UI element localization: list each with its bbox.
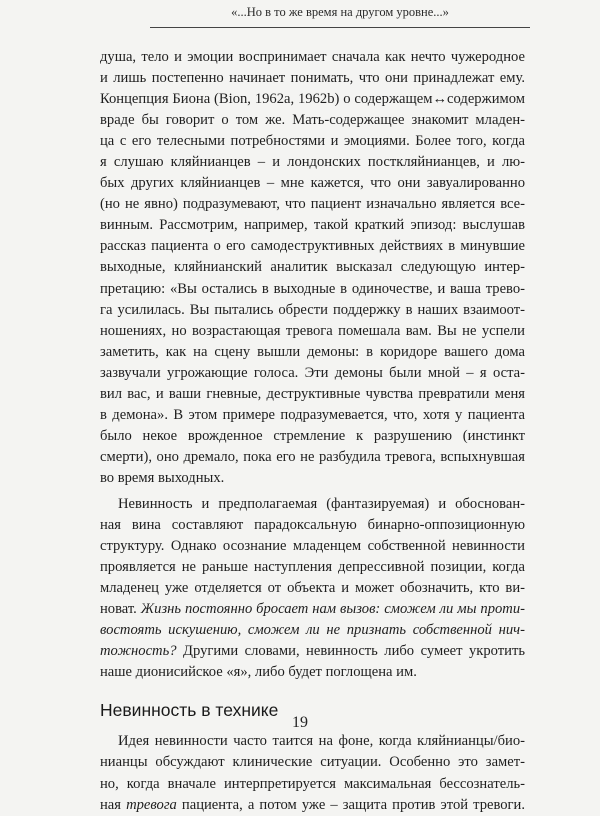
text-line: младенец уже отделяется от объекта и может обозначить, кто ви- bbox=[100, 580, 525, 597]
text-line: винным. Рассмотрим, например, такой краткий эпизод: выслушав bbox=[100, 217, 525, 234]
text-line: ношениях, но возрастающая тревога помешала вам. Вы не успели bbox=[100, 322, 525, 339]
italic-text: Жизнь постоянно бросает нам вызов: сможем ли мы проти- bbox=[140, 601, 525, 618]
text-line: заметить, как на сцену вышли демоны: в коридоре вашего дома bbox=[100, 343, 525, 360]
text-line: нианцы обсуждают клинические ситуации. Особенно это замет- bbox=[100, 754, 525, 771]
text-line: но, когда вначале интерпретируется максимальная бессознатель- bbox=[100, 775, 525, 792]
text-line: и лишь постепенно начинает понимать, что они принадлежат ему. bbox=[100, 70, 525, 87]
text-line: проявляется не раньше наступления депрессивной позиции, когда bbox=[100, 559, 525, 576]
text-line: выходные, кляйнианский аналитик высказал следующую интер- bbox=[100, 259, 525, 276]
paragraph-2 bbox=[100, 494, 525, 683]
text-line: бых других кляйнианцев – мне кажется, что они завуалированно bbox=[100, 175, 525, 192]
text-line: во время выходных. bbox=[100, 469, 225, 486]
running-header: «...Но в то же время на другом уровне...» bbox=[231, 5, 449, 19]
body-text bbox=[100, 47, 525, 816]
text-line: ная вина составляют парадоксальную бинарно-оппозиционную bbox=[100, 517, 525, 534]
text-line: в демона». В этом примере подразумевается, что, хотя у пациента bbox=[100, 406, 525, 423]
section-heading: Невинность в технике bbox=[100, 700, 279, 721]
text-line: ца с его телесными потребностями и эмоциями. Более того, когда bbox=[100, 133, 525, 150]
text-line: Идея невинности часто таится на фоне, когда кляйнианцы/био- bbox=[118, 733, 525, 750]
text-line: (но не явно) подразумевают, что пациент изначально является все- bbox=[100, 196, 525, 213]
text-line: структуру. Однако осознание младенцем собственной невинности bbox=[100, 538, 525, 555]
header-rule bbox=[150, 27, 530, 28]
text-line: рассказ пациента о его самодеструктивных действиях в минувшие bbox=[100, 238, 525, 255]
text-line: вил вас, и ваши гневные, деструктивные чувства превратили меня bbox=[100, 385, 525, 402]
text-run: ная bbox=[100, 796, 127, 813]
text-line: Невинность и предполагаемая (фантазируемая) и обоснован- bbox=[118, 495, 525, 512]
text-run: пациента, а потом уже – защита против этой тревоги. bbox=[176, 796, 525, 813]
text-line: враде бы говорит о том же. Мать-содержащее знакомит младен- bbox=[100, 112, 525, 129]
italic-text: востоять искушению, сможем ли не признать собственной нич- bbox=[100, 622, 525, 639]
text-line bbox=[100, 795, 525, 816]
text-run: Другими словами, невинность либо сумеет укротить bbox=[176, 643, 525, 660]
text-line: наше дионисийское «я», либо будет поглощена им. bbox=[100, 664, 417, 681]
text-line: смерти), оно дремало, пока его не разбудила тревога, вспыхнувшая bbox=[100, 448, 525, 465]
text-line bbox=[100, 641, 525, 662]
text-line: я слушаю кляйнианцев – и лондонских посткляйнианцев, и лю- bbox=[100, 154, 525, 171]
italic-text: тревога bbox=[126, 796, 177, 813]
text-line: га усилилась. Вы пытались обрести поддержку в наших взаимоот- bbox=[100, 301, 525, 318]
text-line: было некое врожденное стремление к разрушению (инстинкт bbox=[100, 427, 525, 444]
text-line: Концепция Биона (Bion, 1962a, 1962b) о содержащем↔содержимом bbox=[100, 91, 525, 108]
paragraph-3 bbox=[100, 731, 525, 815]
text-line: зазвучали угрожающие голоса. Эти демоны были мной – я оста- bbox=[100, 364, 525, 381]
paragraph-1 bbox=[100, 47, 525, 489]
text-line bbox=[100, 620, 525, 641]
text-line: претацию: «Вы остались в выходные в одиночестве, и ваша трево- bbox=[100, 280, 525, 297]
italic-text: тожность? bbox=[100, 643, 177, 660]
text-line: душа, тело и эмоции воспринимает сначала как нечто чужеродное bbox=[100, 49, 525, 65]
page-number: 19 bbox=[292, 714, 308, 731]
text-run: новат. bbox=[100, 601, 141, 618]
text-line bbox=[100, 599, 525, 620]
